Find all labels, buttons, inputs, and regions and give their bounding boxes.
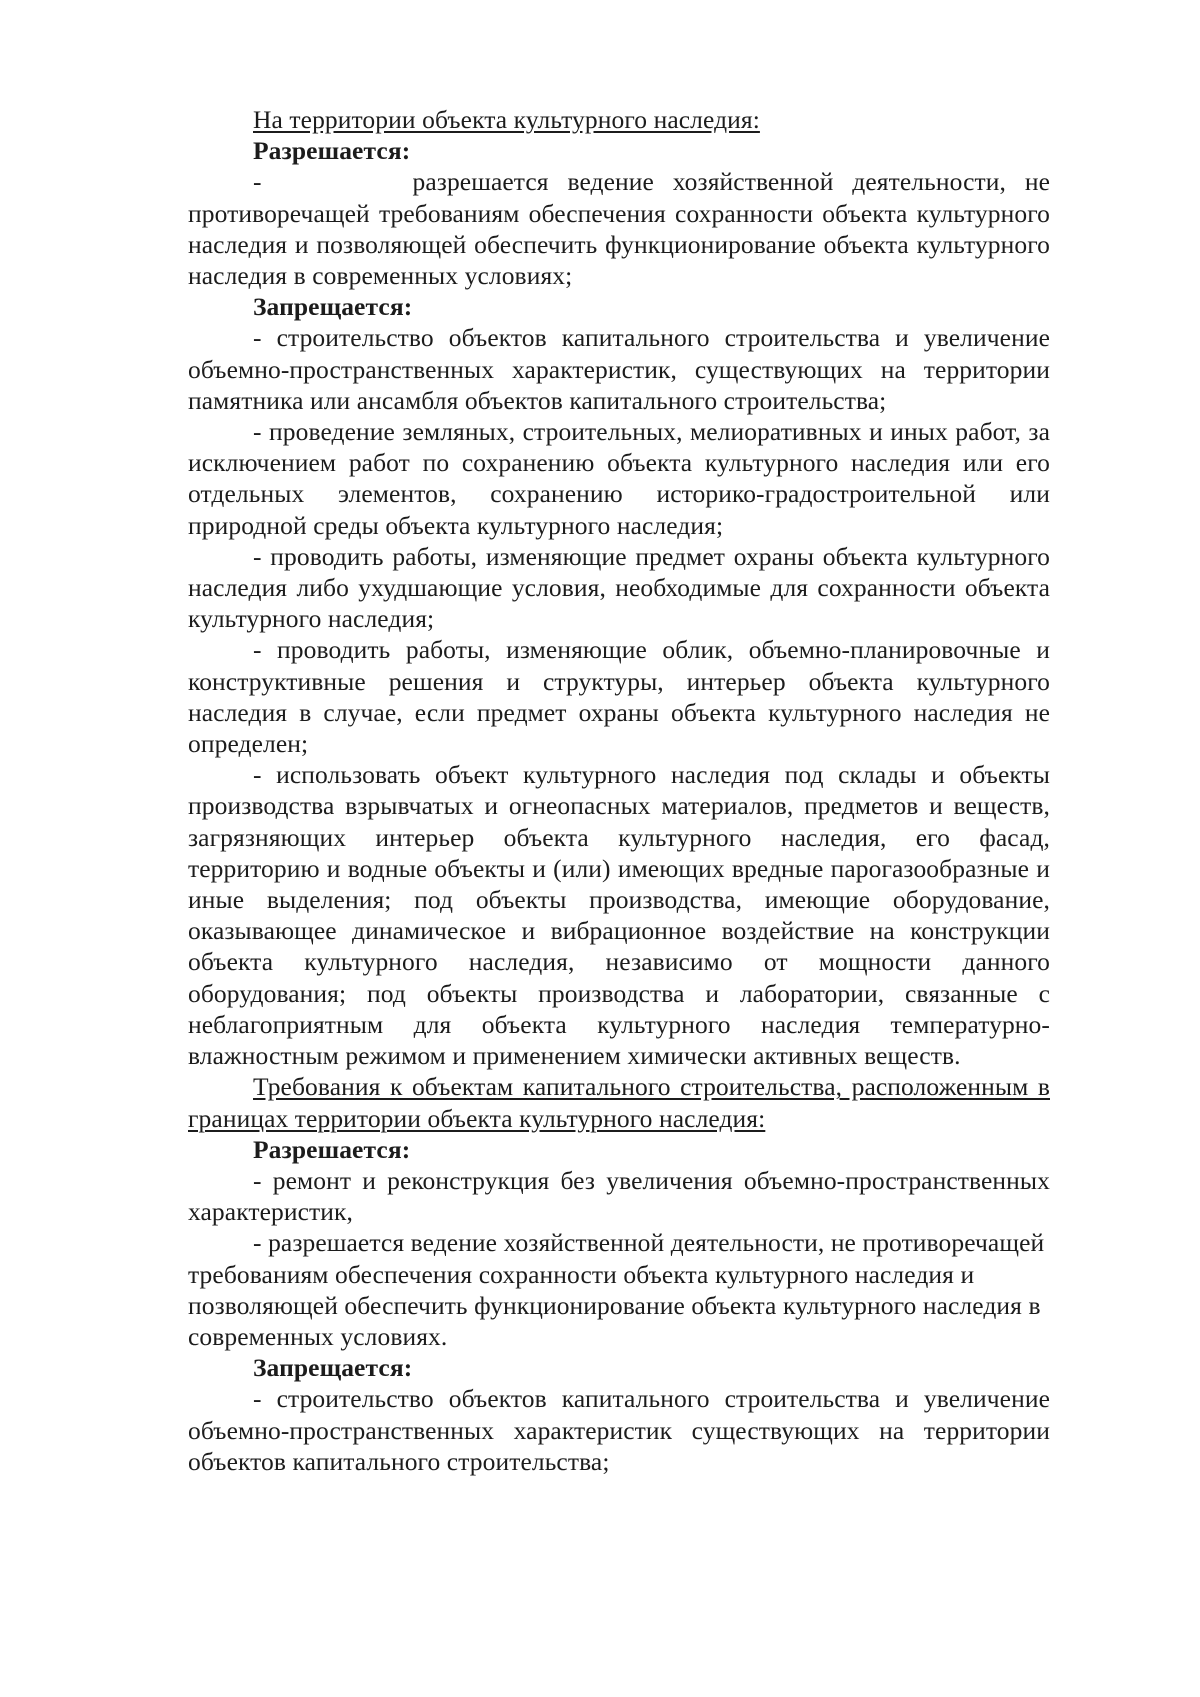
section1-allowed-label: Разрешается: xyxy=(253,136,411,166)
section1-allowed-item-1: - разрешается ведение хозяйственной деятельности, не противоречащей требованиям обеспечения сохранности объекта культурного наследия и позволяющей обеспечить функционирование объекта культурного наследия в современных условиях; xyxy=(188,167,1057,291)
section1-forbidden-item-3: - проводить работы, изменяющие предмет охраны объекта культурного наследия либо ухудшающие условия, необходимые для сохранности объекта культурного наследия; xyxy=(188,541,1050,634)
section1-forbidden-item-2: - проведение земляных, строительных, мелиоративных и иных работ, за исключением работ по сохранению объекта культурного наследия или его отдельных элементов, сохранению историко-градостроительной или природной среды объекта культурного наследия; xyxy=(188,417,1050,540)
section1-forbidden-item-5: - использовать объект культурного наследия под склады и объекты производства взрывчатых и огнеопасных материалов, предметов и веществ, загрязняющих интерьер объекта культурного наследия, его фасад, территорию и водные объекты и (или) имеющих вредные парогазообразные и иные выделения; под объекты производства, имеющие оборудование, оказывающее динамическое и вибрационное воздействие на конструкции объекта культурного наследия, независимо от мощности данного оборудования; под объекты производства и лаборатории, связанные с неблагоприятным для объекта культурного наследия температурно-влажностным режимом и применением химически активных веществ. xyxy=(188,760,1050,1071)
section1-forbidden-item-4: - проводить работы, изменяющие облик, объемно-планировочные и конструктивные решения и структуры, интерьер объекта культурного наследия в случае, если предмет охраны объекта культурного наследия не определен; xyxy=(188,635,1050,759)
document-page xyxy=(188,104,1057,1477)
section2-forbidden-label: Запрещается: xyxy=(253,1353,413,1383)
section2-heading: Требования к объектам капитального строительства, расположенным в границах территории объекта культурного наследия: xyxy=(188,1072,1050,1133)
section2-allowed-label: Разрешается: xyxy=(253,1134,411,1164)
section1-forbidden-item-1: - строительство объектов капитального строительства и увеличение объемно-пространственных характеристик, существующих на территории памятника или ансамбля объектов капитального строительства; xyxy=(188,323,1050,415)
section2-forbidden-item-1: - строительство объектов капитального строительства и увеличение объемно-пространственных характеристик существующих на территории объектов капитального строительства; xyxy=(188,1384,1050,1476)
section1-forbidden-label: Запрещается: xyxy=(253,292,413,322)
section1-heading: На территории объекта культурного наследия: xyxy=(253,105,760,134)
section2-allowed-item-2: - разрешается ведение хозяйственной деятельности, не противоречащей требованиям обеспечения сохранности объекта культурного наследия и позволяющей обеспечить функционирование объекта культурного наследия в современных условиях. xyxy=(188,1228,1045,1351)
section2-allowed-item-1: - ремонт и реконструкция без увеличения объемно-пространственных характеристик, xyxy=(188,1165,1050,1227)
